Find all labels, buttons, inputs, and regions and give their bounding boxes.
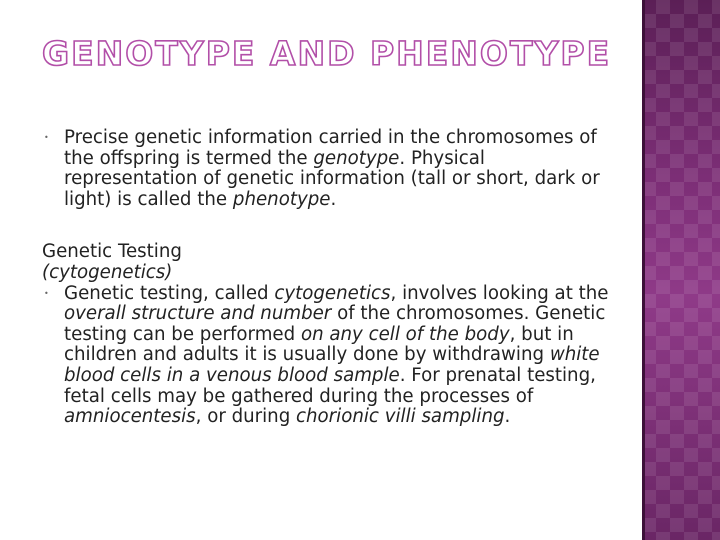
bullet-icon: • <box>44 288 49 298</box>
section-subheading: (cytogenetics) <box>42 261 173 283</box>
bullet-text: Genetic testing, called cytogenetics, involves looking at the overall structure and number of the chromosomes. Genetic testing can be performed on any cell of the body, but in children and adults it is usually done by withdrawing white blood cells in a venous blood sample. For prenatal testing, fetal cells may be gathered during the processes of amniocentesis, or during chorionic villi sampling. <box>64 282 609 428</box>
slide-body <box>42 128 622 428</box>
slide-title: GENOTYPE AND PHENOTYPE <box>42 34 612 73</box>
bullet-genetic-testing <box>42 284 622 428</box>
diamond-pattern <box>642 0 720 540</box>
bullet-genotype-phenotype <box>42 128 622 210</box>
decorative-sidebar <box>642 0 720 540</box>
section-heading: Genetic Testing <box>42 241 182 263</box>
bullet-icon: • <box>44 133 49 142</box>
bullet-text: Precise genetic information carried in the chromosomes of the offspring is termed the genotype. Physical representation of genetic information (tall or short, dark or light) is called the phenotype. <box>64 127 600 210</box>
sidebar-edge <box>642 0 645 540</box>
